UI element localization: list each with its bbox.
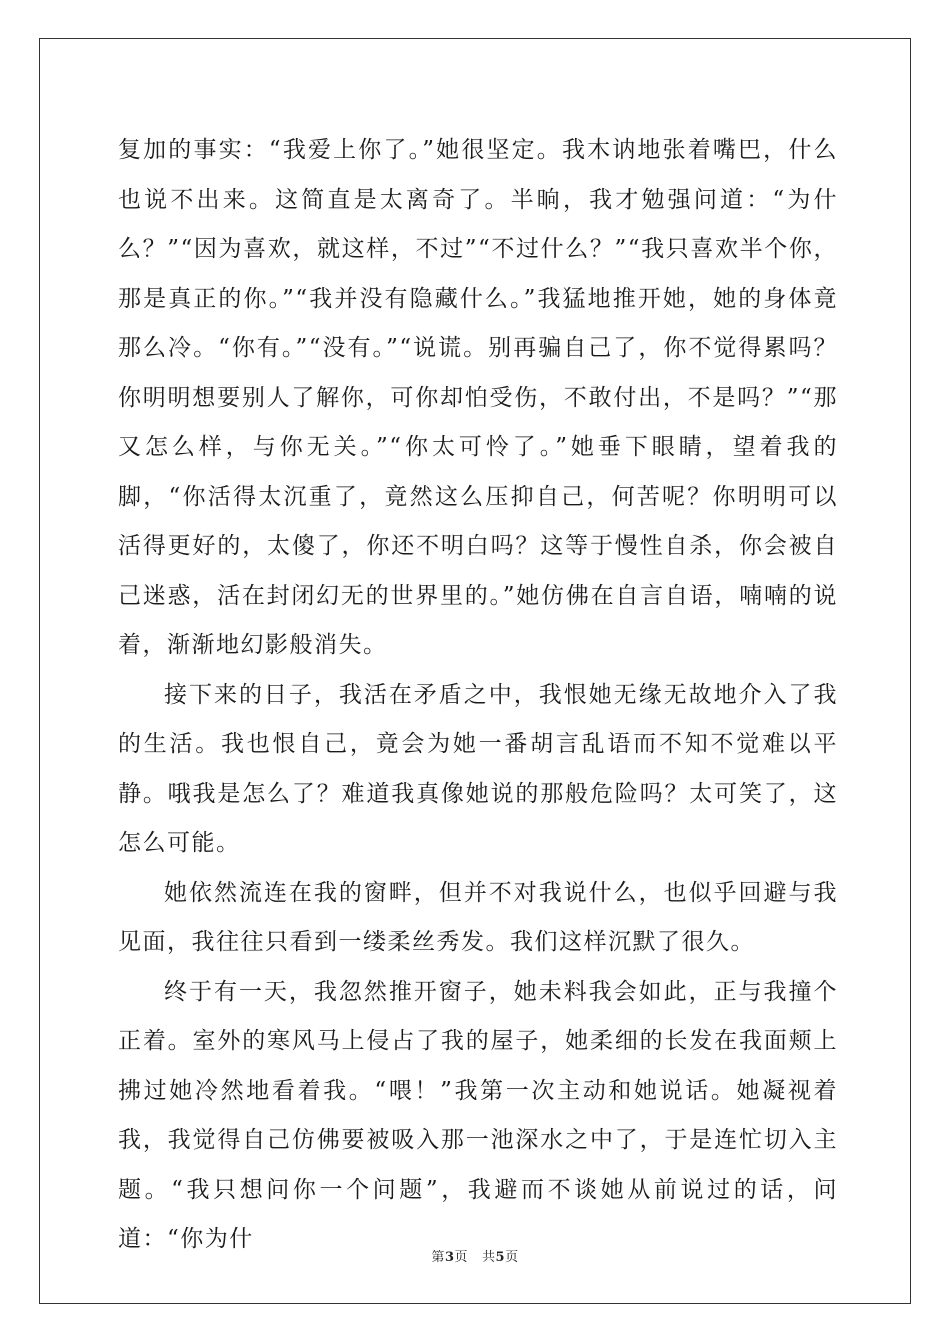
paragraph-2: 接下来的日子，我活在矛盾之中，我恨她无缘无故地介入了我的生活。我也恨自己，竟会为她一番胡言乱语而不知不觉难以平静。哦我是怎么了？难道我真像她说的那般危险吗？太可笑了，这怎么可能。 <box>118 681 838 856</box>
page-unit: 页 <box>454 1250 468 1265</box>
page-current: 3 <box>444 1250 455 1265</box>
paragraph-4: 终于有一天，我忽然推开窗子，她未料我会如此，正与我撞个正着。室外的寒风马上侵占了我的屋子，她柔细的长发在我面颊上拂过她冷然地看着我。“喂！”我第一次主动和她说话。她凝视着我，我觉得自己仿佛要被吸入那一池深水之中了，于是连忙切入主题。“我只想问你一个问题”，我避而不谈她从前说过的话，问道：“你为什 <box>118 978 838 1252</box>
page-footer <box>0 1246 950 1265</box>
total-unit: 页 <box>505 1250 519 1265</box>
paragraph-3: 她依然流连在我的窗畔，但并不对我说什么，也似乎回避与我见面，我往往只看到一缕柔丝秀发。我们这样沉默了很久。 <box>118 879 838 955</box>
page-prefix: 第 <box>431 1250 445 1265</box>
document-body <box>118 126 838 1265</box>
total-prefix: 共 <box>482 1250 496 1265</box>
page-total: 5 <box>495 1250 506 1265</box>
paragraph-1: 复加的事实：“我爱上你了。”她很坚定。我木讷地张着嘴巴，什么也说不出来。这简直是太离奇了。半晌，我才勉强问道：“为什么？”“因为喜欢，就这样，不过”“不过什么？”“我只喜欢半个你，那是真正的你。”“我并没有隐藏什么。”我猛地推开她，她的身体竟那么冷。“你有。”“没有。”“说谎。别再骗自己了，你不觉得累吗？你明明想要别人了解你，可你却怕受伤，不敢付出，不是吗？”“那又怎么样，与你无关。”“你太可怜了。”她垂下眼睛，望着我的脚，“你活得太沉重了，竟然这么压抑自己，何苦呢？你明明可以活得更好的，太傻了，你还不明白吗？这等于慢性自杀，你会被自己迷惑，活在封闭幻无的世界里的。”她仿佛在自言自语，喃喃的说着，渐渐地幻影般消失。 <box>118 137 838 658</box>
